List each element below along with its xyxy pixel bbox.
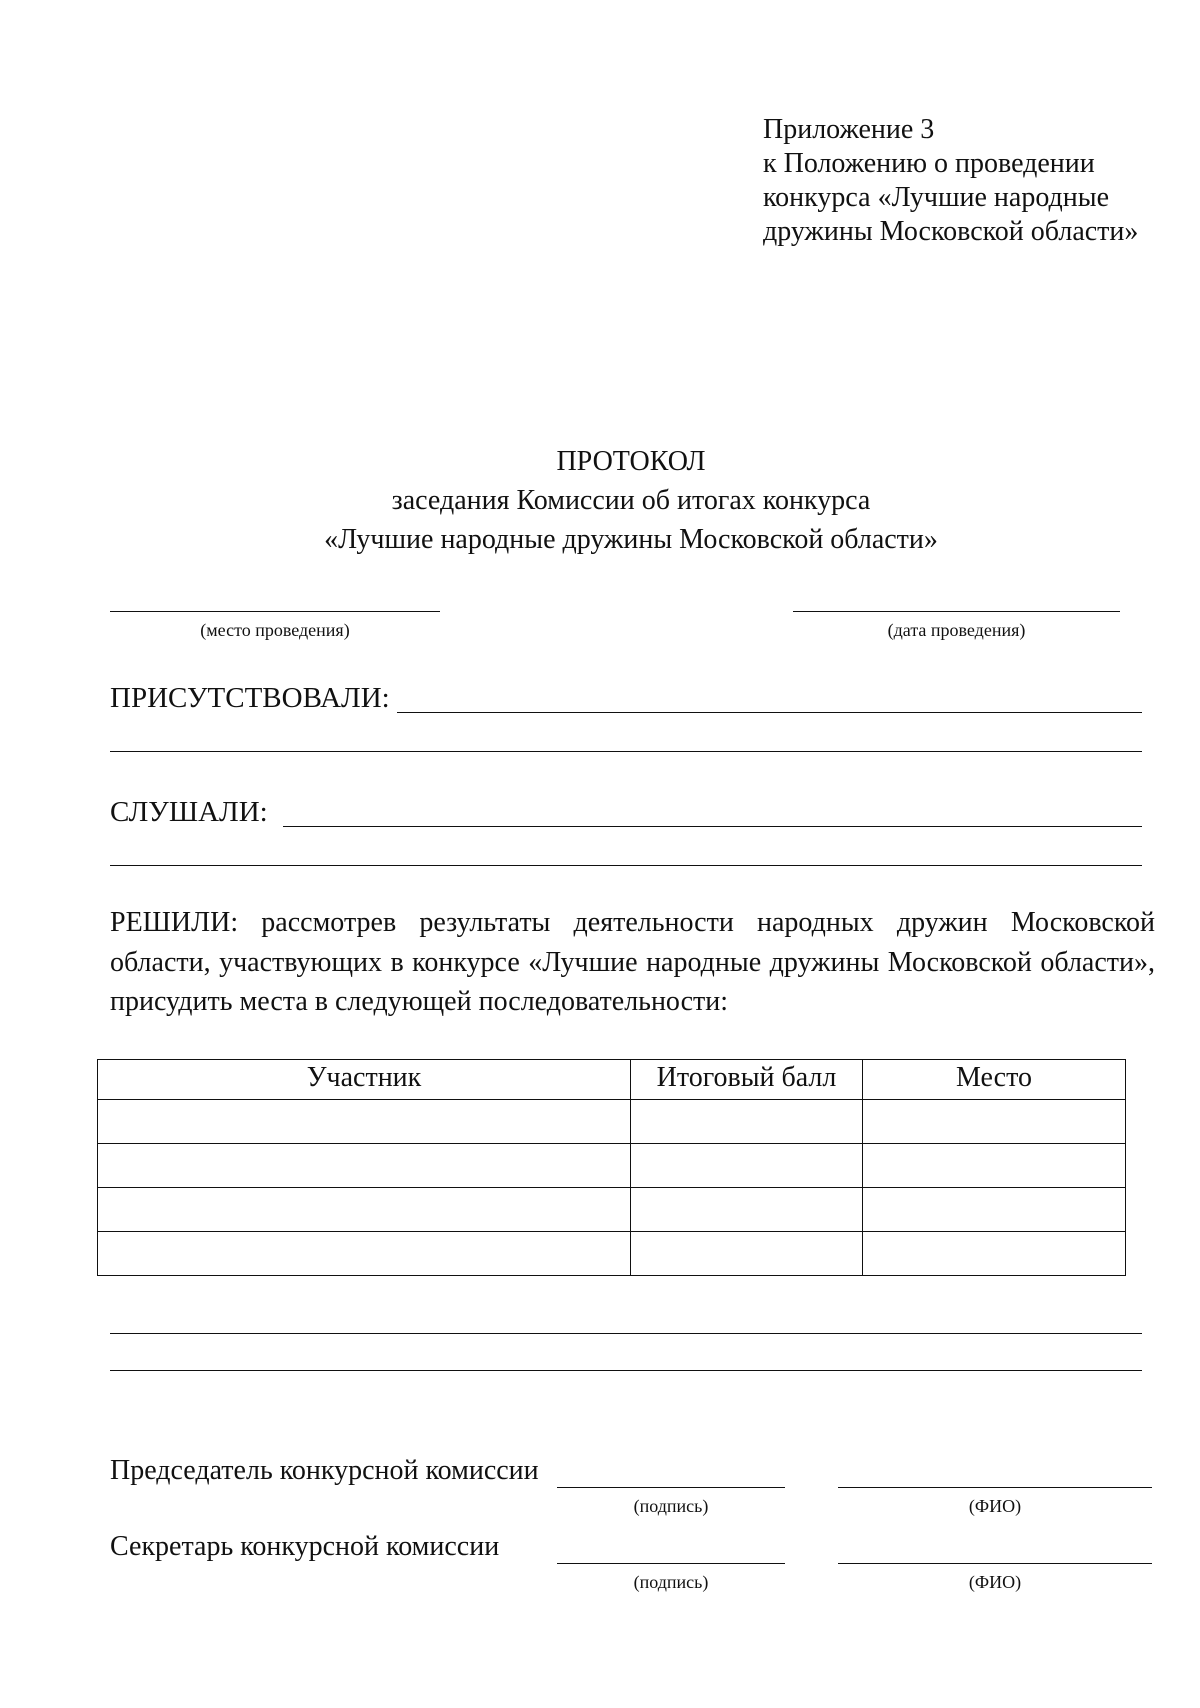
secretary-label: Секретарь конкурсной комиссии <box>110 1531 500 1562</box>
place-caption: (место проведения) <box>200 620 350 640</box>
table-cell[interactable] <box>863 1232 1126 1276</box>
table-cell[interactable] <box>863 1144 1126 1188</box>
annex-line: Приложение 3 <box>763 114 935 145</box>
column-header-total-score: Итоговый балл <box>631 1060 863 1100</box>
column-header-participant: Участник <box>98 1060 631 1100</box>
chairman-signature-field[interactable] <box>557 1487 785 1488</box>
table-cell[interactable] <box>631 1144 863 1188</box>
present-field[interactable] <box>397 712 1142 713</box>
table-cell[interactable] <box>631 1232 863 1276</box>
table-row <box>98 1188 1126 1232</box>
annex-line: к Положению о проведении <box>763 148 1095 179</box>
heard-label: СЛУШАЛИ: <box>110 796 268 828</box>
signature-caption: (подпись) <box>633 1572 709 1592</box>
date-field[interactable] <box>793 611 1120 612</box>
table-cell[interactable] <box>863 1188 1126 1232</box>
present-label: ПРИСУТСТВОВАЛИ: <box>110 682 390 714</box>
notes-line[interactable] <box>110 1333 1142 1334</box>
chairman-label: Председатель конкурсной комиссии <box>110 1455 539 1486</box>
column-header-place: Место <box>863 1060 1126 1100</box>
annex-line: дружины Московской области» <box>763 216 1139 247</box>
place-field[interactable] <box>110 611 440 612</box>
decided-paragraph: РЕШИЛИ: рассмотрев результаты деятельности народных дружин Московской области, участвующих в конкурсе «Лучшие народные дружины Московской области», присудить места в следующей последовательности: <box>110 907 1155 1017</box>
date-caption: (дата проведения) <box>887 620 1026 640</box>
chairman-name-field[interactable] <box>838 1487 1152 1488</box>
table-header-row <box>98 1060 1126 1100</box>
signature-caption: (подпись) <box>633 1496 709 1516</box>
table-cell[interactable] <box>631 1100 863 1144</box>
table-row <box>98 1144 1126 1188</box>
secretary-name-field[interactable] <box>838 1563 1152 1564</box>
title-heading: ПРОТОКОЛ <box>556 446 706 477</box>
table-cell[interactable] <box>98 1144 631 1188</box>
title-line-2: «Лучшие народные дружины Московской области» <box>324 524 938 555</box>
annex-line: конкурса «Лучшие народные <box>763 182 1109 213</box>
annex-header <box>763 113 1183 249</box>
table-cell[interactable] <box>98 1100 631 1144</box>
table-cell[interactable] <box>631 1188 863 1232</box>
table-row <box>98 1232 1126 1276</box>
name-caption: (ФИО) <box>968 1572 1022 1592</box>
heard-field[interactable] <box>283 826 1142 827</box>
secretary-signature-field[interactable] <box>557 1563 785 1564</box>
table-cell[interactable] <box>863 1100 1126 1144</box>
table-row <box>98 1100 1126 1144</box>
table-cell[interactable] <box>98 1188 631 1232</box>
results-table <box>97 1059 1126 1276</box>
notes-line[interactable] <box>110 1370 1142 1371</box>
name-caption: (ФИО) <box>968 1496 1022 1516</box>
present-field-continuation[interactable] <box>110 751 1142 752</box>
heard-field-continuation[interactable] <box>110 865 1142 866</box>
document-title <box>0 442 1200 559</box>
table-cell[interactable] <box>98 1232 631 1276</box>
title-line-1: заседания Комиссии об итогах конкурса <box>391 485 871 516</box>
